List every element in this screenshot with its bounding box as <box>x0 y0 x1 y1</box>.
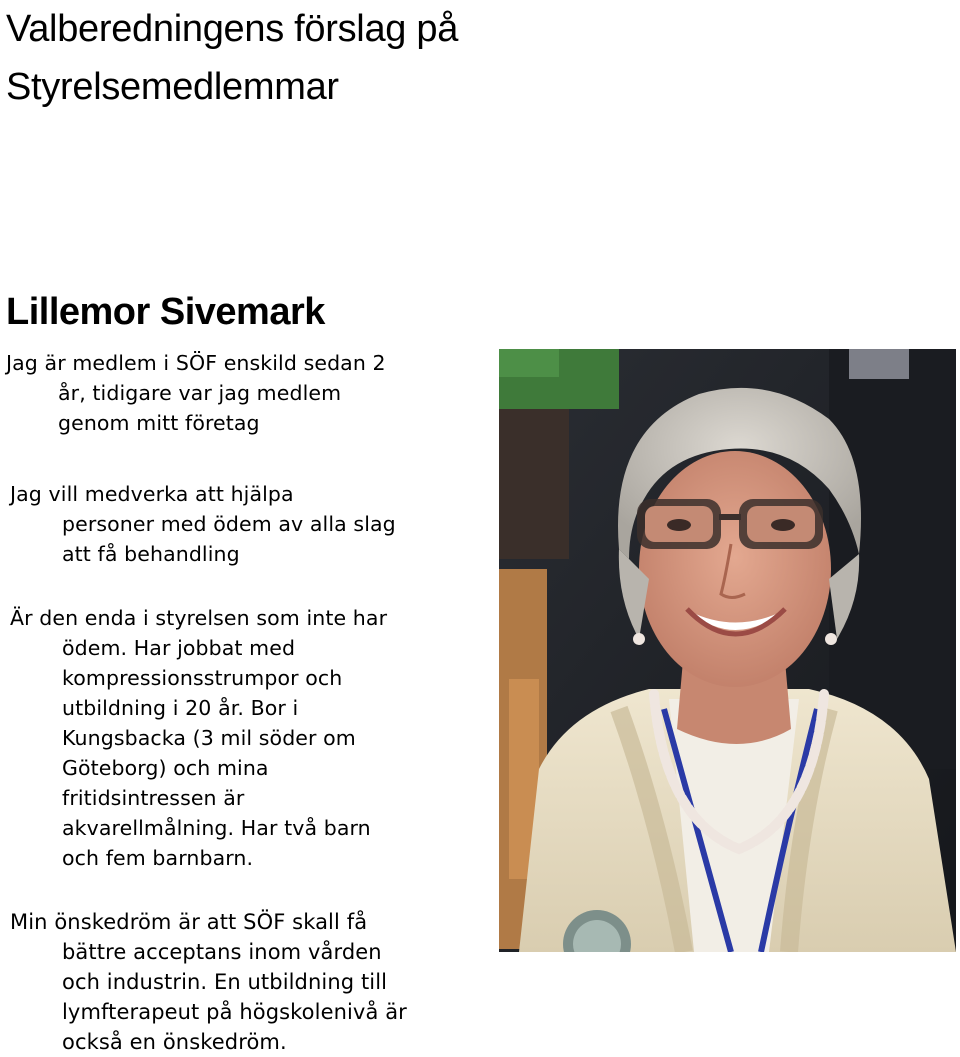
paragraph-membership <box>6 348 386 438</box>
paragraph-line: Jag vill medverka att hjälpa <box>10 482 294 506</box>
paragraph-line: också en önskedröm. <box>62 1030 287 1054</box>
paragraph-line: Kungsbacka (3 mil söder om <box>62 726 356 750</box>
paragraph-line: genom mitt företag <box>58 411 260 435</box>
paragraph-line: utbildning i 20 år. Bor i <box>62 696 299 720</box>
paragraph-line: och industrin. En utbildning till <box>62 970 388 994</box>
paragraph-line: år, tidigare var jag medlem <box>58 381 342 405</box>
paragraph-background <box>10 603 387 873</box>
paragraph-line: fritidsintressen är <box>62 786 245 810</box>
paragraph-line: personer med ödem av alla slag <box>62 512 396 536</box>
person-name: Lillemor Sivemark <box>6 291 325 333</box>
slide-title-line-1: Valberedningens förslag på <box>6 8 459 50</box>
paragraph-motivation <box>10 479 396 569</box>
paragraph-dream <box>10 907 407 1057</box>
portrait-photo <box>499 349 956 952</box>
paragraph-line: ödem. Har jobbat med <box>62 636 296 660</box>
paragraph-line: Är den enda i styrelsen som inte har <box>10 606 388 630</box>
paragraph-line: bättre acceptans inom vården <box>62 940 382 964</box>
paragraph-line: att få behandling <box>62 542 240 566</box>
paragraph-line: akvarellmålning. Har två barn <box>62 816 371 840</box>
paragraph-line: lymfterapeut på högskolenivå är <box>62 1000 407 1024</box>
slide-title <box>6 0 458 116</box>
paragraph-line: och fem barnbarn. <box>62 846 254 870</box>
portrait-photo-icon <box>499 349 956 952</box>
paragraph-line: Göteborg) och mina <box>62 756 269 780</box>
paragraph-line: Min önskedröm är att SÖF skall få <box>10 910 368 934</box>
paragraph-line: kompressionsstrumpor och <box>62 666 343 690</box>
paragraph-line: Jag är medlem i SÖF enskild sedan 2 <box>6 351 386 375</box>
slide-title-line-2: Styrelsemedlemmar <box>6 66 339 108</box>
